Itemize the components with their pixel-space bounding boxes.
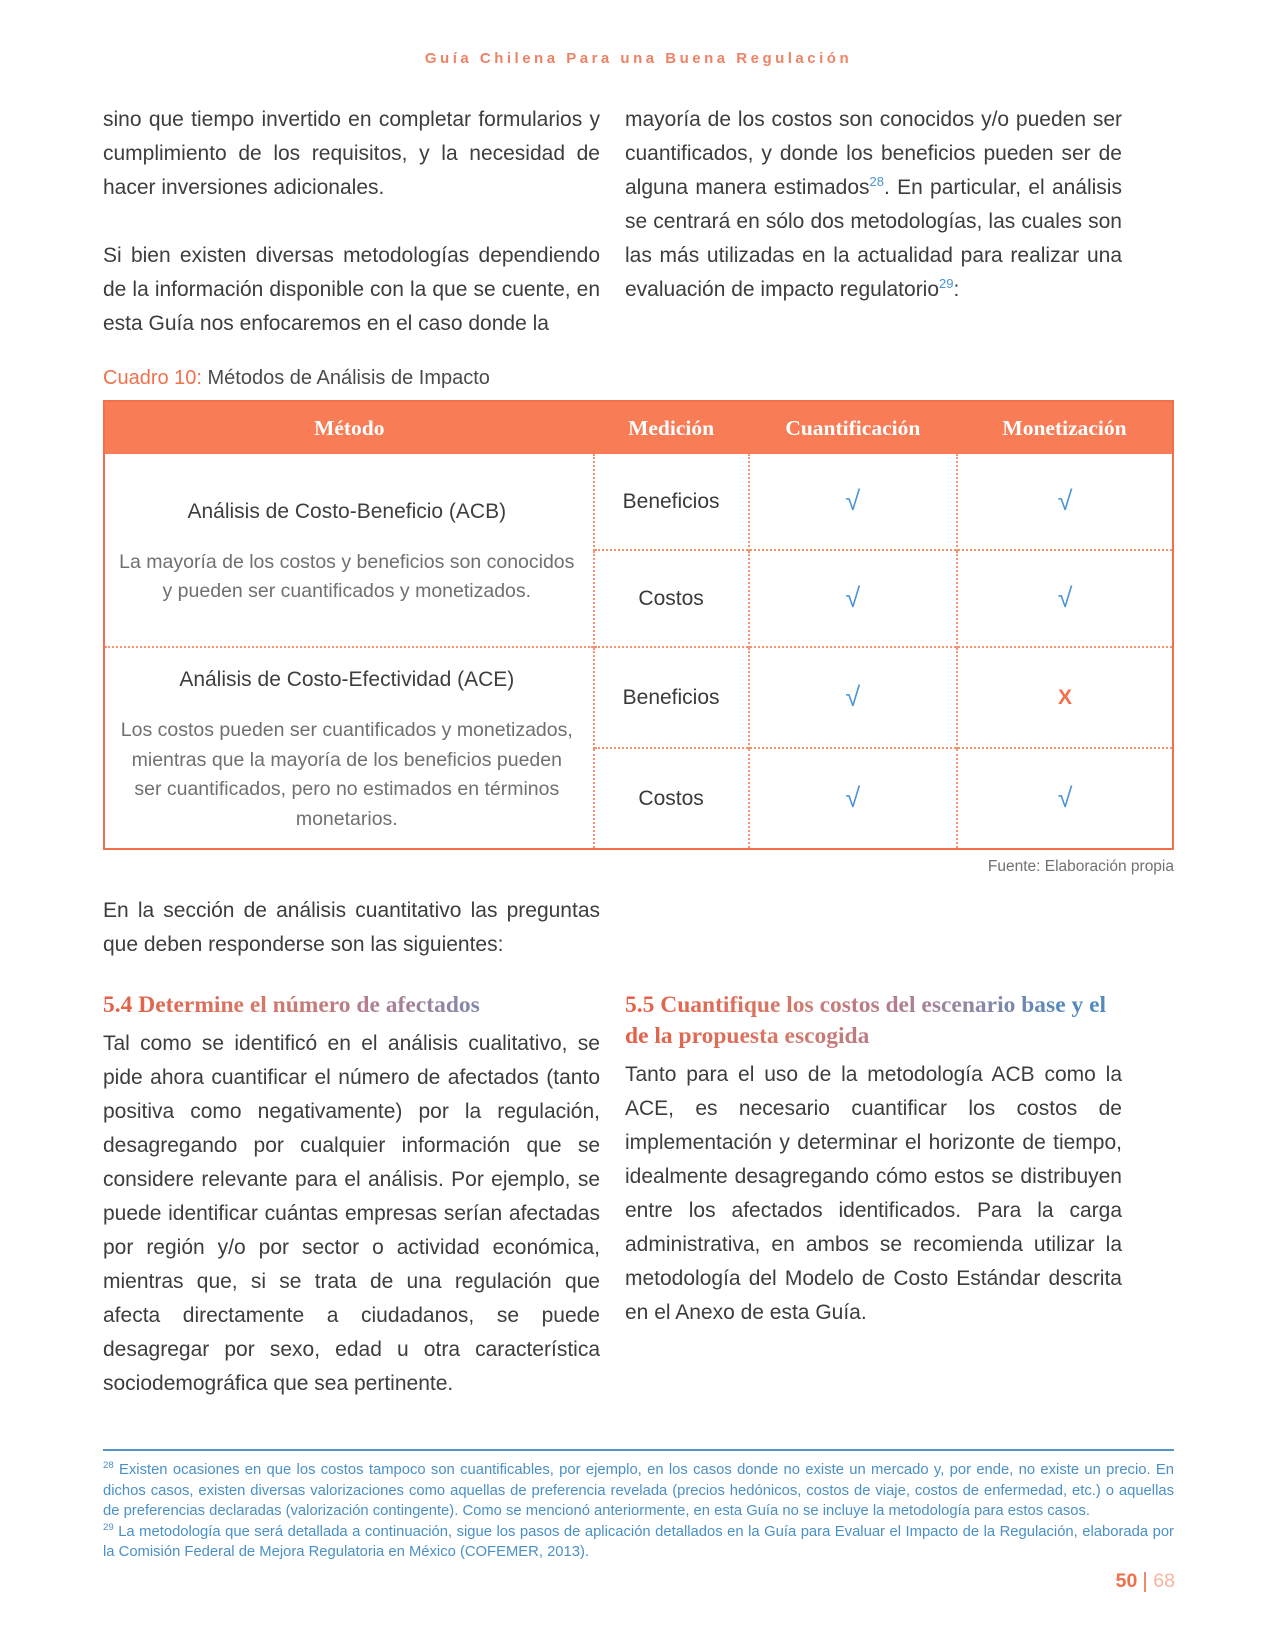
impact-methods-table: [103, 400, 1174, 850]
cross-icon: X: [957, 647, 1173, 748]
footnote-28: [103, 1460, 1174, 1522]
table-caption: [103, 367, 1174, 390]
check-icon: √: [957, 454, 1173, 550]
section-heading-5-4: 5.4 Determine el número de afectados: [103, 990, 600, 1021]
check-icon: √: [957, 748, 1173, 849]
paragraph-text: mayoría de los costos son conocidos y/o pueden ser cuantificados, y donde los beneficios pueden ser de alguna manera estimados: [625, 108, 1122, 199]
method-cell-ace: [104, 647, 594, 849]
intro-left-column: [103, 103, 600, 341]
footnote-number: 28: [103, 1460, 114, 1472]
table-source-note: Fuente: Elaboración propia: [987, 858, 1174, 875]
check-icon: √: [749, 647, 957, 748]
table-caption-label: Cuadro 10:: [103, 367, 202, 389]
method-title: Análisis de Costo-Beneficio (ACB): [187, 499, 507, 523]
column-header-cuantificacion: Cuantificación: [749, 401, 957, 454]
column-header-metodo: Método: [104, 401, 594, 454]
method-title: Análisis de Costo-Efectividad (ACE): [179, 668, 515, 691]
paragraph: sino que tiempo invertido en completar formularios y cumplimiento de los requisitos, y la necesidad de hacer inversiones adicionales.: [103, 108, 600, 199]
footnotes-block: [103, 1449, 1174, 1563]
method-description: La mayoría de los costos y beneficios son conocidos y pueden ser cuantificados y monetizados.: [119, 550, 575, 602]
section-5-4: [103, 990, 600, 1401]
page-number: [1116, 1570, 1175, 1593]
column-header-monetizacion: Monetización: [957, 401, 1173, 454]
intro-right-column: [625, 103, 1122, 341]
paragraph-text: :: [953, 278, 960, 301]
paragraph: [625, 103, 1122, 307]
column-header-medicion: Medición: [594, 401, 749, 454]
running-header-title: Guía Chilena Para una Buena Regulación: [424, 50, 853, 67]
paragraph: Si bien existen diversas metodologías dependiendo de la información disponible con la que se cuente, en esta Guía nos enfocaremos en el caso donde la: [103, 244, 600, 335]
lead-paragraph: En la sección de análisis cuantitativo las preguntas que deben responderse son las siguientes:: [103, 899, 600, 956]
page-number-divider: [1144, 1572, 1146, 1592]
method-cell-acb: [104, 454, 594, 647]
intro-columns: [103, 103, 1122, 341]
section-5-5: [625, 990, 1122, 1330]
check-icon: √: [957, 550, 1173, 647]
footnote-text: La metodología que será detallada a continuación, sigue los pasos de aplicación detallados en la Guía para Evaluar el Impacto de la Regulación, elaborada por la Comisión Federal de Mejora Regulatoria en México (COFEMER, 2013).: [103, 1523, 1174, 1560]
section-heading-5-5: 5.5 Cuantifique los costos del escenario base y el de la propuesta escogida: [625, 990, 1122, 1052]
measure-label: Beneficios: [594, 454, 749, 550]
check-icon: √: [749, 550, 957, 647]
measure-label: Beneficios: [594, 647, 749, 748]
total-pages: 68: [1153, 1570, 1175, 1592]
table-caption-text: Métodos de Análisis de Impacto: [201, 367, 490, 389]
sections-columns: [103, 990, 1122, 1401]
measure-label: Costos: [594, 748, 749, 849]
table-row: [104, 454, 1173, 550]
check-icon: √: [749, 748, 957, 849]
footnote-text: Existen ocasiones en que los costos tampoco son cuantificables, por ejemplo, en los casos donde no existe un mercado y, por ende, no existe un precio. En dichos casos, existen diversas valorizaciones como aquellas de preferencia revelada (precios hedónicos, costos de viaje, costos de enfermedad, etc.) o aquellas de preferencias declaradas (valorización contingente). Como se mencionó anteriormente, en esta Guía no se incluye la metodología para estos casos.: [103, 1462, 1174, 1519]
method-description: Los costos pueden ser cuantificados y monetizados, mientras que la mayoría de los beneficios pueden ser cuantificados, pero no estimados en términos monetarios.: [120, 719, 573, 830]
check-icon: √: [749, 454, 957, 550]
current-page: 50: [1115, 1570, 1138, 1592]
measure-label: Costos: [594, 550, 749, 647]
section-text-5-4: Tal como se identificó en el análisis cualitativo, se pide ahora cuantificar el número de afectados (tanto positiva como negativamente) por la regulación, desagregando por cualquier información que se considere relevante para el análisis. Por ejemplo, se puede identificar cuántas empresas serían afectadas por región y/o por sector o actividad económica, mientras que, si se trata de una regulación que afecta directamente a ciudadanos, se puede desagregar por sexo, edad u otra característica sociodemográfica que sea pertinente.: [103, 1032, 600, 1395]
footnote-number: 29: [103, 1521, 114, 1533]
table-header-row: [104, 401, 1173, 454]
paragraph-text: . En particular, el análisis se centrará en sólo dos metodologías, las cuales son las más utilizadas en la actualidad para realizar una evaluación de impacto regulatorio: [625, 176, 1122, 301]
footnote-reference-28: 28: [869, 174, 884, 189]
table-row: [104, 647, 1173, 748]
footnote-reference-29: 29: [939, 276, 954, 291]
section-text-5-5: Tanto para el uso de la metodología ACB como la ACE, es necesario cuantificar los costos de implementación y determinar el horizonte de tiempo, idealmente desagregando cómo estos se distribuyen entre los afectados identificados. Para la carga administrativa, en ambos se recomienda utilizar la metodología del Modelo de Costo Estándar descrita en el Anexo de esta Guía.: [625, 1063, 1122, 1324]
footnote-29: [103, 1522, 1174, 1563]
